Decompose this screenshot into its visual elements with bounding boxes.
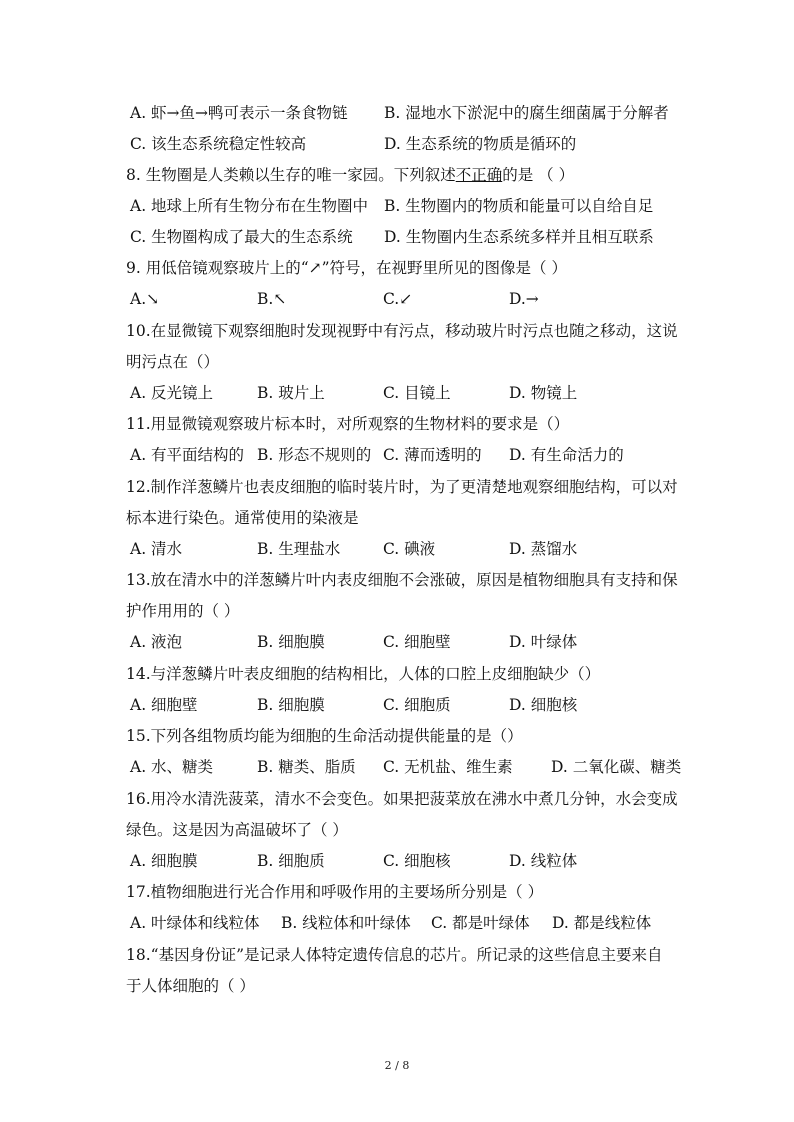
q8-option-c: C. 生物圈构成了最大的生态系统	[130, 228, 353, 246]
q13-option-b: B. 细胞膜	[257, 633, 325, 651]
q15-option-c: C. 无机盐、维生素	[383, 758, 513, 776]
q17-option-b: B. 线粒体和叶绿体	[281, 914, 411, 932]
q18-stem-line2: 于人体细胞的（ ）	[126, 977, 255, 995]
q13-option-d: D. 叶绿体	[509, 633, 578, 651]
q14-option-c: C. 细胞质	[383, 696, 451, 714]
q17-option-a: A. 叶绿体和线粒体	[130, 914, 260, 932]
q13-option-c: C. 细胞壁	[383, 633, 451, 651]
page-number: 2 / 8	[384, 1059, 410, 1072]
q12-option-d: D. 蒸馏水	[509, 540, 578, 558]
q7-option-c: C. 该生态系统稳定性较高	[130, 135, 307, 153]
q16-option-c: C. 细胞核	[383, 852, 451, 870]
q16-option-a: A. 细胞膜	[130, 852, 198, 870]
q9-option-a: A.↘	[130, 290, 160, 308]
q14-stem: 14.与洋葱鳞片叶表皮细胞的结构相比，人体的口腔上皮细胞缺少（）	[126, 665, 601, 683]
q7-option-d: D. 生态系统的物质是循环的	[384, 135, 577, 153]
q16-stem-line2: 绿色。这是因为高温破坏了（ ）	[126, 821, 348, 839]
q10-option-b: B. 玻片上	[257, 384, 325, 402]
q11-option-d: D. 有生命活力的	[509, 446, 624, 464]
q9-option-d: D.→	[509, 290, 539, 308]
q11-option-c: C. 薄而透明的	[383, 446, 482, 464]
q10-option-c: C. 目镜上	[383, 384, 451, 402]
q9-option-c: C.↙	[383, 290, 413, 308]
q13-option-a: A. 液泡	[130, 633, 183, 651]
q11-option-b: B. 形态不规则的	[257, 446, 372, 464]
q10-option-a: A. 反光镜上	[130, 384, 214, 402]
q15-option-b: B. 糖类、脂质	[257, 758, 356, 776]
q12-stem-line1: 12.制作洋葱鳞片也表皮细胞的临时装片时，为了更清楚地观察细胞结构，可以对	[126, 478, 678, 496]
q9-stem: 9. 用低倍镜观察玻片上的“↗”符号，在视野里所见的图像是（ ）	[126, 259, 567, 277]
q17-option-d: D. 都是线粒体	[552, 914, 652, 932]
q17-option-c: C. 都是叶绿体	[431, 914, 530, 932]
q15-stem: 15.下列各组物质均能为细胞的生命活动提供能量的是（）	[126, 727, 523, 745]
q16-stem-line1: 16.用冷水清洗菠菜，清水不会变色。如果把菠菜放在沸水中煮几分钟，水会变成	[126, 790, 678, 808]
q14-option-a: A. 细胞壁	[130, 696, 198, 714]
q9-option-b: B.↖	[257, 290, 287, 308]
q11-option-a: A. 有平面结构的	[130, 446, 245, 464]
q16-option-d: D. 线粒体	[509, 852, 578, 870]
q8-stem-pre: 8. 生物圈是人类赖以生存的唯一家园。下列叙述	[126, 166, 456, 184]
q8-option-a: A. 地球上所有生物分布在生物圈中	[130, 197, 369, 215]
q14-option-d: D. 细胞核	[509, 696, 578, 714]
q8-stem-underlined: 不正确	[455, 166, 503, 184]
q15-option-d: D. 二氧化碳、糖类	[551, 758, 682, 776]
q8-stem	[126, 165, 574, 185]
q10-stem-line2: 明污点在（）	[126, 353, 220, 371]
q8-option-b: B. 生物圈内的物质和能量可以自给自足	[384, 197, 654, 215]
q12-stem-line2: 标本进行染色。通常使用的染液是	[126, 509, 359, 527]
q10-option-d: D. 物镜上	[509, 384, 578, 402]
q12-option-c: C. 碘液	[383, 540, 436, 558]
q12-option-b: B. 生理盐水	[257, 540, 341, 558]
q8-stem-post: 的是 （ ）	[502, 166, 575, 184]
q15-option-a: A. 水、糖类	[130, 758, 214, 776]
q11-stem: 11.用显微镜观察玻片标本时，对所观察的生物材料的要求是（）	[126, 415, 570, 433]
q13-stem-line1: 13.放在清水中的洋葱鳞片叶内表皮细胞不会涨破，原因是植物细胞具有支持和保	[126, 571, 678, 589]
q14-option-b: B. 细胞膜	[257, 696, 325, 714]
q8-option-d: D. 生物圈内生态系统多样并且相互联系	[384, 228, 654, 246]
q18-stem-line1: 18.“基因身份证”是记录人体特定遗传信息的芯片。所记录的这些信息主要来自	[126, 946, 663, 964]
q7-option-a: A. 虾→鱼→鸭可表示一条食物链	[130, 104, 348, 122]
q16-option-b: B. 细胞质	[257, 852, 325, 870]
q17-stem: 17.植物细胞进行光合作用和呼吸作用的主要场所分别是（ ）	[126, 883, 544, 901]
q13-stem-line2: 护作用用的（ ）	[126, 602, 240, 620]
q12-option-a: A. 清水	[130, 540, 183, 558]
q10-stem-line1: 10.在显微镜下观察细胞时发现视野中有污点，移动玻片时污点也随之移动，这说	[126, 322, 678, 340]
q7-option-b: B. 湿地水下淤泥中的腐生细菌属于分解者	[384, 104, 669, 122]
